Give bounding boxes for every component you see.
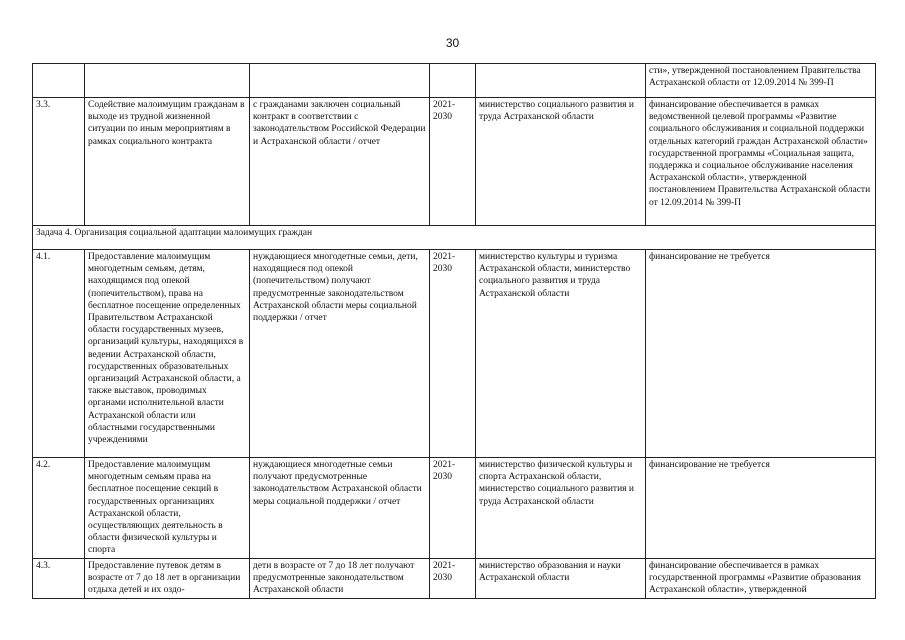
expected-result: дети в возрасте от 7 до 18 лет получают предусмотренные законодательством Астраханской области bbox=[250, 558, 430, 598]
row-number: 3.3. bbox=[33, 98, 85, 226]
table-row bbox=[33, 98, 876, 226]
row-number: 4.3. bbox=[33, 558, 85, 598]
expected-result bbox=[250, 64, 430, 98]
executor: министерство социального развития и труда Астраханской области bbox=[476, 98, 646, 226]
expected-result: с гражданами заключен социальный контракт в соответствии с законодательством Российской Федерации и Астраханской области / отчет bbox=[250, 98, 430, 226]
measures-table bbox=[32, 63, 876, 599]
measure-name: Содействие малоимущим гражданам в выходе из трудной жизненной ситуации по иным мероприятиям в рамках социального контракта bbox=[85, 98, 250, 226]
table-row bbox=[33, 558, 876, 598]
measure-name bbox=[85, 64, 250, 98]
executor bbox=[476, 64, 646, 98]
table-row bbox=[33, 458, 876, 559]
financing-source: финансирование обеспечивается в рамках государственной программы «Развитие образования Астраханской области», утвержденной bbox=[646, 558, 876, 598]
measure-name: Предоставление путевок детям в возрасте от 7 до 18 лет в организации отдыха детей и их оздо- bbox=[85, 558, 250, 598]
expected-result: нуждающиеся многодетные семьи получают предусмотренные законодательством Астраханской области меры социальной поддержки / отчет bbox=[250, 458, 430, 559]
row-number bbox=[33, 64, 85, 98]
financing-source: финансирование обеспечивается в рамках ведомственной целевой программы «Развитие социального обслуживания и социальной поддержки отдельных категорий граждан Астраханской области» государственной программы «Социальная защита, поддержка и социальное обслуживание населения Астраханской области», утвержденной постановлением Правительства Астраханской области от 12.09.2014 № 399-П bbox=[646, 98, 876, 226]
financing-source: сти», утвержденной постановлением Правительства Астраханской области от 12.09.2014 № 399-П bbox=[646, 64, 876, 98]
period: 2021-2030 bbox=[430, 250, 476, 458]
executor: министерство физической культуры и спорта Астраханской области, министерство социального развития и труда Астраханской области bbox=[476, 458, 646, 559]
period: 2021-2030 bbox=[430, 458, 476, 559]
table-row bbox=[33, 64, 876, 98]
executor: министерство культуры и туризма Астраханской области, министерство социального развития и труда Астраханской области bbox=[476, 250, 646, 458]
executor: министерство образования и науки Астраханской области bbox=[476, 558, 646, 598]
financing-source: финансирование не требуется bbox=[646, 458, 876, 559]
table-row bbox=[33, 250, 876, 458]
period: 2021-2030 bbox=[430, 98, 476, 226]
period: 2021-2030 bbox=[430, 558, 476, 598]
measure-name: Предоставление малоимущим многодетным семьям, детям, находящимся под опекой (попечительством), права на бесплатное посещение определенных Правительством Астраханской области государственных музеев, организаций культуры, находящихся в ведении Астраханской области, государственных образовательных организаций Астраханской области, а также выставок, проводимых органами исполнительной власти Астраханской области или областными государственными учреждениями bbox=[85, 250, 250, 458]
financing-source: финансирование не требуется bbox=[646, 250, 876, 458]
row-number: 4.1. bbox=[33, 250, 85, 458]
task-row bbox=[33, 226, 876, 250]
period bbox=[430, 64, 476, 98]
row-number: 4.2. bbox=[33, 458, 85, 559]
page-number: 30 bbox=[445, 36, 460, 50]
measure-name: Предоставление малоимущим многодетным семьям права на бесплатное посещение секций в государственных организациях Астраханской области, осуществляющих деятельность в области физической культуры и спорта bbox=[85, 458, 250, 559]
expected-result: нуждающиеся многодетные семьи, дети, находящиеся под опекой (попечительством) получают предусмотренные законодательством Астраханской области меры социальной поддержки / отчет bbox=[250, 250, 430, 458]
task-title: Задача 4. Организация социальной адаптации малоимущих граждан bbox=[33, 226, 876, 250]
